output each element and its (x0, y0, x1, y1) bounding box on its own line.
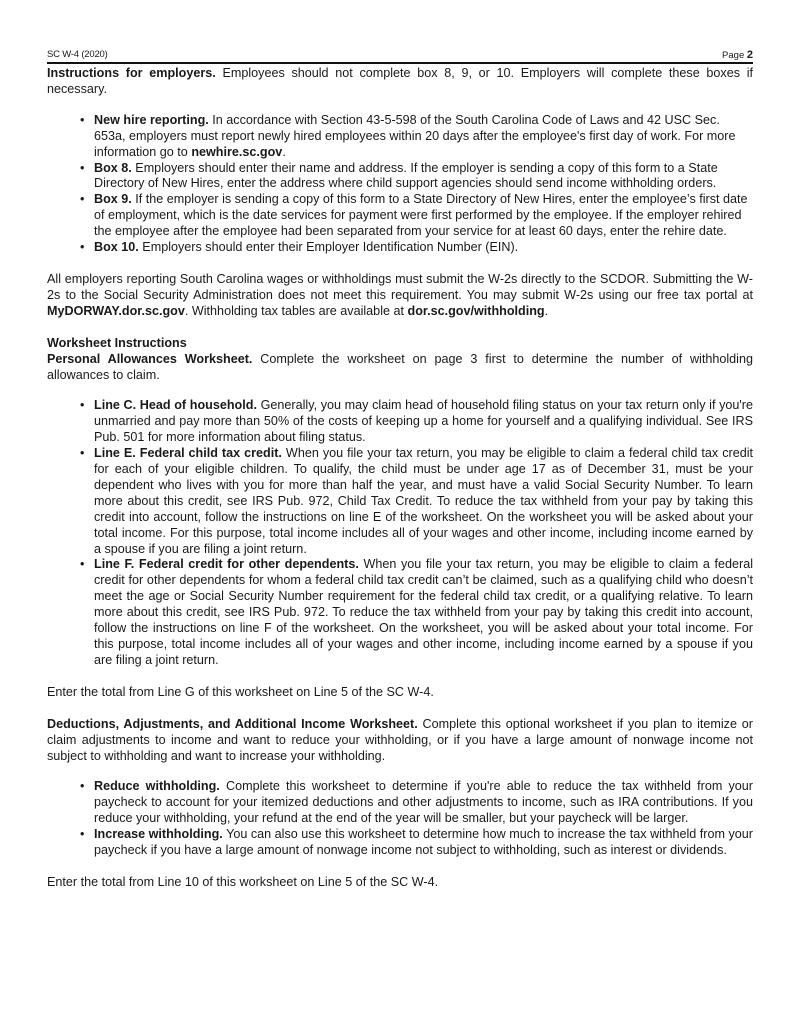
employers-text: Employees should not complete box 8, 9, or 10. Employers will complete these boxes if necessary. (47, 66, 753, 96)
item-text: Employers should enter their Employer Identification Number (EIN). (138, 240, 519, 255)
deductions-footer: Enter the total from Line 10 of this worksheet on Line 5 of the SC W-4. (47, 874, 439, 889)
list-item-box-9 (47, 192, 753, 240)
deductions-list (47, 779, 753, 859)
deductions-paragraph (47, 717, 753, 765)
item-tail: . (282, 144, 286, 159)
item-title: Box 9. (94, 192, 132, 207)
list-item-line-e (47, 446, 753, 557)
personal-list (47, 398, 753, 668)
worksheet-heading (47, 336, 753, 352)
item-title: Box 8. (94, 160, 132, 175)
page-header (47, 49, 753, 63)
item-text: Employers should enter their name and address. If the employer is sending a copy of this form to a State Directory of New Hires, enter the address where child support agencies should send income withholding orders. (94, 160, 718, 191)
bullet-icon: • (80, 446, 85, 461)
item-text: Complete this worksheet to determine if you're able to reduce the tax withheld from your paycheck to account for your itemized deductions and other adjustments to income, such as IRA contributions. If you reduce your withholding, your refund at the end of the year will be smaller, but your paycheck will be larger. (94, 779, 753, 826)
bullet-icon: • (80, 112, 85, 127)
bullet-icon: • (80, 192, 85, 207)
header-rule (47, 62, 753, 64)
item-text: When you file your tax return, you may be eligible to claim a federal credit for other dependents for whom a federal child tax credit can’t be claimed, such as a qualifying child who doesn’t meet the age or Social Security Number requirement for the federal child tax credit, or a qualifying relative. To learn more about this credit, see IRS Pub. 972. To reduce the tax withheld from your pay by taking this credit into account, follow the instructions on line F of the worksheet. On the worksheet, you will be asked about your total income. For this purpose, total income includes all of your wages and other income, including income earned by a spouse if you are filing a joint return. (94, 557, 753, 667)
deductions-title: Deductions, Adjustments, and Additional Income Worksheet. (47, 716, 418, 731)
item-title: Box 10. (94, 240, 139, 255)
withholding-link[interactable]: dor.sc.gov/withholding (407, 303, 545, 318)
newhire-link[interactable]: newhire.sc.gov (191, 144, 283, 159)
personal-allowances-paragraph (47, 352, 753, 384)
list-item-line-c (47, 398, 753, 446)
item-text: Generally, you may claim head of household filing status on your tax return only if you're unmarried and pay more than 50% of the costs of keeping up a home for yourself and a qualifying individual. See IRS Pub. 501 for more information about filing status. (94, 398, 754, 445)
item-title: Increase withholding. (94, 827, 223, 842)
list-item-box-8 (47, 161, 753, 193)
deductions-text: Complete this optional worksheet if you plan to itemize or claim adjustments to income and want to reduce your withholding, or if you have a large amount of nonwage income not subject to withholding and want to increase your withholding. (47, 716, 753, 763)
item-title: New hire reporting. (94, 112, 209, 127)
bullet-icon: • (80, 398, 85, 413)
personal-footer: Enter the total from Line G of this worksheet on Line 5 of the SC W-4. (47, 684, 434, 699)
form-id: SC W-4 (2020) (47, 49, 108, 60)
list-item-box-10 (47, 240, 753, 256)
w2-paragraph (47, 272, 753, 320)
w2-text-3: . (544, 303, 549, 318)
w2-text: All employers reporting South Carolina wages or withholdings must submit the W-2s directly to the SCDOR. Submitting the W-2s to the Social Security Administration does not meet this requirement. You may submit W-2s using our free tax portal at (47, 271, 753, 302)
item-text: When you file your tax return, you may be eligible to claim a federal child tax credit for each of your eligible children. To qualify, the child must be under age 17 as of December 31, must be your dependent who lives with you for more than half the year, and must have a valid Social Security Number. To learn more about this credit, see IRS Pub. 972, Child Tax Credit. To reduce the tax withheld from your pay by taking this credit into account, follow the instructions on line E of the worksheet. On the worksheet you will be asked about your total income. For this purpose, total income includes all of your wages and other income, including income earned by a spouse if you are filing a joint return. (94, 446, 753, 556)
page-number-value: 2 (746, 49, 753, 61)
item-title: Line E. Federal child tax credit. (94, 446, 282, 461)
list-item-reduce-withholding (47, 779, 753, 827)
list-item-increase-withholding (47, 827, 753, 859)
body-text (47, 66, 753, 891)
page-prefix: Page (722, 50, 745, 61)
mydorway-link[interactable]: MyDORWAY.dor.sc.gov (47, 303, 185, 318)
item-text: You can also use this worksheet to determine how much to increase the tax withheld from your paycheck if you have a large amount of nonwage income not subject to withholding, such as interest or dividends. (94, 827, 753, 858)
item-title: Reduce withholding. (94, 779, 220, 794)
page-number (722, 49, 753, 61)
personal-text: Complete the worksheet on page 3 first to determine the number of withholding allowances to claim. (47, 351, 753, 382)
bullet-icon: • (80, 557, 85, 572)
bullet-icon: • (80, 240, 85, 255)
item-text: If the employer is sending a copy of this form to a State Directory of New Hires, enter the employee’s first date of employment, which is the date services for payment were first performed by the employee. If the employer rehired the employee after the employee had been separated from your service for at least 60 days, enter the rehire date. (94, 192, 748, 239)
employers-paragraph (47, 66, 753, 98)
employers-heading: Instructions for employers. (47, 66, 216, 80)
item-text: In accordance with Section 43-5-598 of the South Carolina Code of Laws and 42 USC Sec. 653a, employers must report newly hired employees within 20 days after the employee's first day of work. For more information go to (94, 112, 736, 159)
bullet-icon: • (80, 827, 85, 842)
list-item-line-f (47, 557, 753, 668)
bullet-icon: • (80, 160, 85, 175)
worksheet-heading-text: Worksheet Instructions (47, 335, 187, 350)
item-title: Line C. Head of household. (94, 398, 257, 413)
w2-text-2: . Withholding tax tables are available at (184, 303, 408, 318)
personal-title: Personal Allowances Worksheet. (47, 351, 253, 366)
bullet-icon: • (80, 779, 85, 794)
list-item-new-hire (47, 113, 753, 161)
item-title: Line F. Federal credit for other dependents. (94, 557, 359, 572)
employers-list (47, 113, 753, 256)
